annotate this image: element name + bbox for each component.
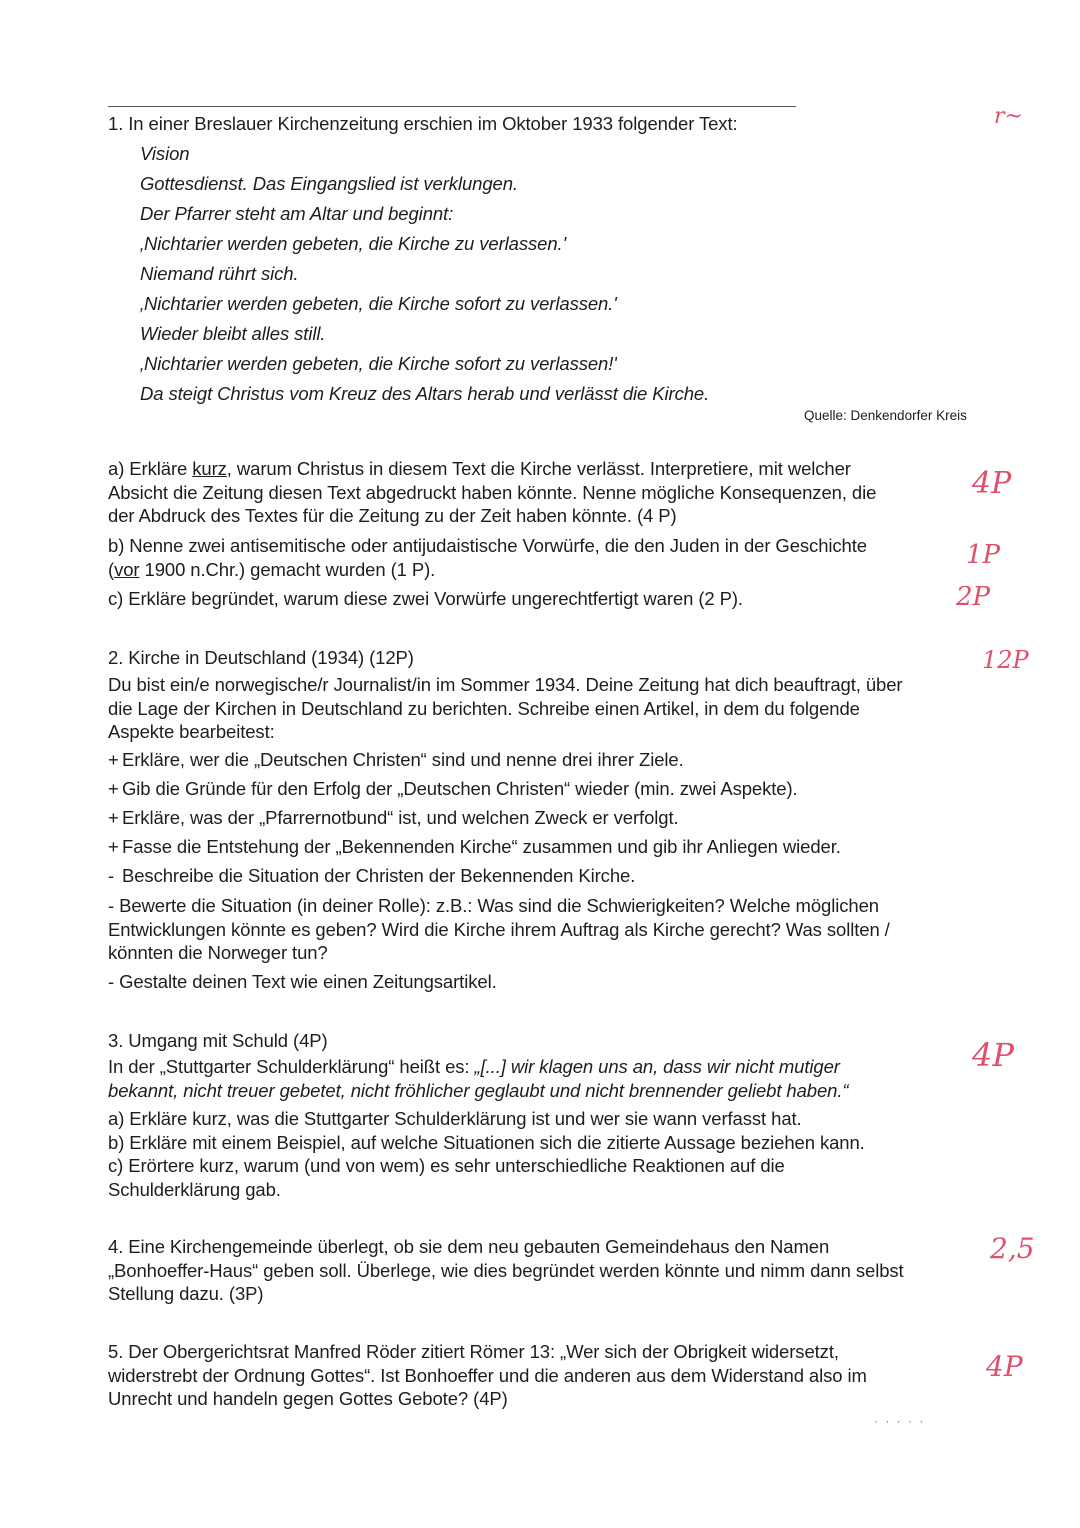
q3-title: 3. Umgang mit Schuld (4P) bbox=[108, 1030, 328, 1051]
q2-item: + Erkläre, wer die „Deutschen Christen“ sind und nenne drei ihrer Ziele. bbox=[108, 749, 684, 770]
q2-layout-task: - Gestalte deinen Text wie einen Zeitungsartikel. bbox=[108, 971, 497, 992]
q2-item: + Gib die Gründe für den Erfolg der „Deutschen Christen“ wieder (min. zwei Aspekte). bbox=[108, 778, 798, 799]
q2-item: - Beschreibe die Situation der Christen der Bekennenden Kirche. bbox=[108, 865, 636, 886]
q1-task-a: a) Erkläre kurz, warum Christus in diesem Text die Kirche verlässt. Interpretiere, mit welcher Absicht die Zeitung diesen Text abgedruckt haben könnte. Nenne mögliche Konsequenzen, die der Abdruck des Textes für die Zeitung zu der Zeit haben könnte. (4 P) bbox=[108, 458, 877, 526]
handwritten-score-q1b: 1P bbox=[966, 540, 1001, 570]
poem-line: ‚Nichtarier werden gebeten, die Kirche sofort zu verlassen!' bbox=[140, 353, 617, 374]
poem-line: ‚Nichtarier werden gebeten, die Kirche zu verlassen.' bbox=[140, 233, 567, 254]
poem-line: ‚Nichtarier werden gebeten, die Kirche sofort zu verlassen.' bbox=[140, 293, 617, 314]
q2-evaluate: - Bewerte die Situation (in deiner Rolle): z.B.: Was sind die Schwierigkeiten? Welche möglichen Entwicklungen könnte es geben? Wird die Kirche ihrem Auftrag als Kirche gerecht? Was sollten / könnten die Norweger tun? bbox=[108, 895, 890, 963]
underlined-word: kurz bbox=[192, 458, 227, 479]
q4-text: 4. Eine Kirchengemeinde überlegt, ob sie dem neu gebauten Gemeindehaus den Namen „Bonhoeffer-Haus“ geben soll. Überlege, wie dies begründet werden könnte und nimm dann selbst Stellung dazu. (3P) bbox=[108, 1236, 904, 1304]
handwritten-score-q1c: 2P bbox=[956, 582, 991, 612]
source-citation: Quelle: Denkendorfer Kreis bbox=[804, 408, 967, 423]
handwritten-score-q4: 2,5 bbox=[990, 1232, 1035, 1265]
poem-line: Der Pfarrer steht am Altar und beginnt: bbox=[140, 203, 454, 224]
poem-line: Niemand rührt sich. bbox=[140, 263, 299, 284]
handwritten-score-q1a: 4P bbox=[972, 466, 1012, 501]
q1-task-c: c) Erkläre begründet, warum diese zwei Vorwürfe ungerechtfertigt waren (2 P). bbox=[108, 588, 743, 609]
q1-task-b: b) Nenne zwei antisemitische oder antijudaistische Vorwürfe, die den Juden in der Geschichte (vor 1900 n.Chr.) gemacht wurden (1 P). bbox=[108, 535, 867, 580]
q2-title: 2. Kirche in Deutschland (1934) (12P) bbox=[108, 647, 414, 668]
poem-line: Wieder bleibt alles still. bbox=[140, 323, 326, 344]
handwritten-score-q2: 12P bbox=[982, 646, 1029, 674]
underlined-word: vor bbox=[114, 558, 140, 580]
q3-tasks: a) Erkläre kurz, was die Stuttgarter Schulderklärung ist und wer sie wann verfasst hat. b) Erkläre mit einem Beispiel, auf welche Situationen sich die zitierte Aussage beziehen kann. c) Erörtere kurz, warum (und von wem) es sehr unterschiedliche Reaktionen auf die Schulderklärung gab. bbox=[108, 1108, 865, 1200]
poem-line: Da steigt Christus vom Kreuz des Altars herab und verlässt die Kirche. bbox=[140, 383, 710, 404]
poem-line: Gottesdienst. Das Eingangslied ist verklungen. bbox=[140, 173, 518, 194]
page-footer-fragment: · · · · · bbox=[874, 1414, 926, 1428]
q1-intro: 1. In einer Breslauer Kirchenzeitung erschien im Oktober 1933 folgender Text: bbox=[108, 113, 738, 134]
q2-intro: Du bist ein/e norwegische/r Journalist/in im Sommer 1934. Deine Zeitung hat dich beauftragt, über die Lage der Kirchen in Deutschland zu berichten. Schreibe einen Artikel, in dem du folgende Aspekte bearbeitest: bbox=[108, 674, 903, 742]
top-rule bbox=[108, 106, 796, 107]
q2-item: + Erkläre, was der „Pfarrernotbund“ ist, und welchen Zweck er verfolgt. bbox=[108, 807, 679, 828]
poem-line: Vision bbox=[140, 143, 190, 164]
handwritten-score-q5: 4P bbox=[986, 1350, 1023, 1383]
handwritten-mark-top: r~ bbox=[994, 104, 1023, 129]
q2-item: + Fasse die Entstehung der „Bekennenden Kirche“ zusammen und gib ihr Anliegen wieder. bbox=[108, 836, 841, 857]
q5-text: 5. Der Obergerichtsrat Manfred Röder zitiert Römer 13: „Wer sich der Obrigkeit widersetzt, widerstrebt der Ordnung Gottes“. Ist Bonhoeffer und die anderen aus dem Widerstand also im Unrecht und handeln gegen Gottes Gebote? (4P) bbox=[108, 1341, 867, 1409]
q3-quote: In der „Stuttgarter Schulderklärung“ heißt es: „[...] wir klagen uns an, dass wir nicht mutiger bekannt, nicht treuer gebetet, nicht fröhlicher geglaubt und nicht brennender geliebt haben.“ bbox=[108, 1056, 849, 1101]
handwritten-score-q3: 4P bbox=[972, 1036, 1014, 1074]
